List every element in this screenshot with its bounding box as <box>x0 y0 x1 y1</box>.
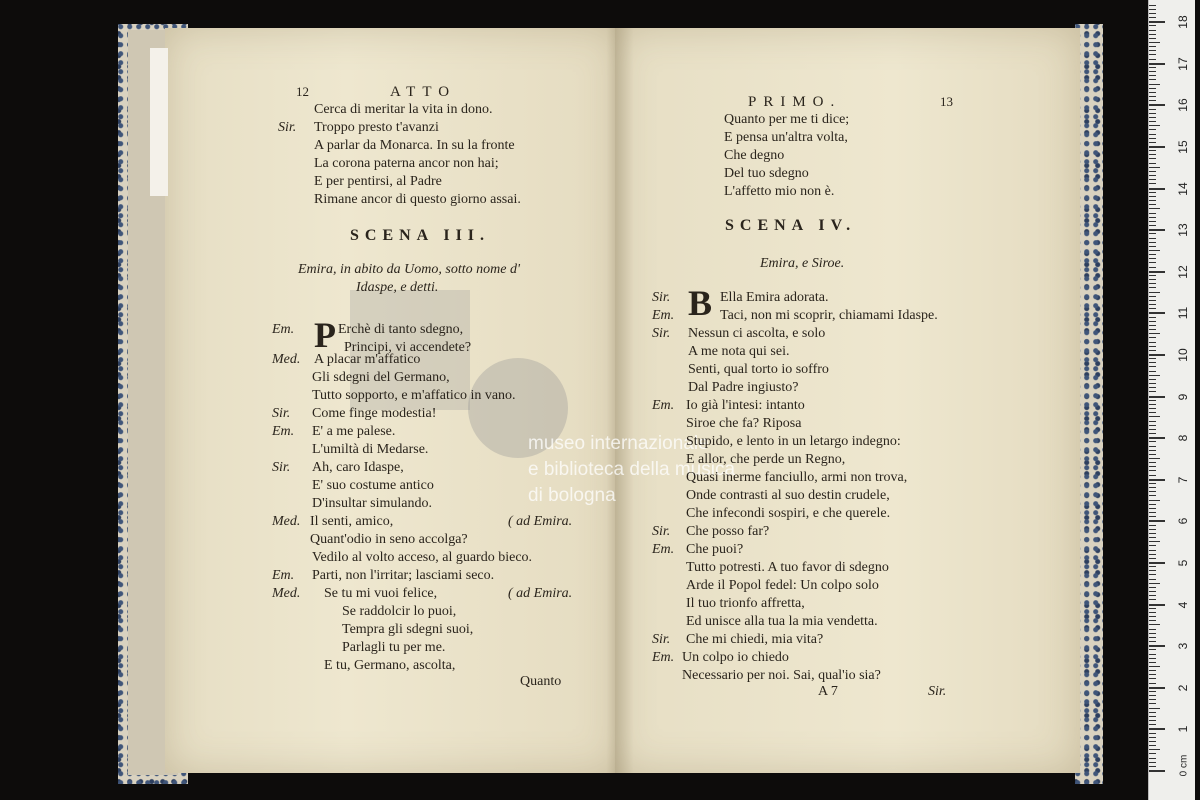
ruler-tick <box>1149 649 1156 650</box>
right-running-head: PRIMO. <box>748 94 842 110</box>
ruler-tick <box>1149 175 1156 176</box>
ruler-tick <box>1149 708 1160 709</box>
verse-line: Che puoi? <box>686 542 744 557</box>
ruler-tick <box>1149 550 1156 551</box>
verse-line: Che posso far? <box>686 524 770 539</box>
ruler-tick <box>1149 583 1160 584</box>
signature-mark: A 7 <box>818 684 838 699</box>
ruler-tick <box>1149 366 1156 367</box>
ruler-tick <box>1149 17 1156 18</box>
speaker-label: Med. <box>272 514 301 529</box>
ruler-tick <box>1149 267 1156 268</box>
ruler-tick <box>1149 645 1165 647</box>
ruler-tick <box>1149 63 1165 65</box>
ruler-tick <box>1149 433 1156 434</box>
ruler-tick <box>1149 321 1156 322</box>
ruler-tick <box>1149 379 1156 380</box>
ruler-tick <box>1149 612 1156 613</box>
verse-line: Onde contrasti al suo destin crudele, <box>686 488 890 503</box>
ruler-tick <box>1149 762 1156 763</box>
right-page-number: 13 <box>940 94 953 109</box>
speaker-label: Sir. <box>272 406 291 421</box>
ruler-tick <box>1149 192 1156 193</box>
ruler-number: 4 <box>1176 601 1190 608</box>
ruler-tick <box>1149 616 1156 617</box>
ruler-tick <box>1149 208 1160 209</box>
ruler-tick <box>1149 720 1156 721</box>
verse-line: Parlagli tu per me. <box>342 640 446 655</box>
ruler-tick <box>1149 246 1156 247</box>
speaker-label: Sir. <box>652 524 671 539</box>
ruler-tick <box>1149 275 1156 276</box>
ruler-tick <box>1149 312 1165 314</box>
speaker-label: Em. <box>652 398 675 413</box>
verse-line: Che mi chiedi, mia vita? <box>686 632 824 647</box>
ruler-tick <box>1149 46 1156 47</box>
ruler-tick <box>1149 317 1156 318</box>
ruler-tick <box>1149 724 1156 725</box>
ruler-tick <box>1149 391 1156 392</box>
ruler-tick <box>1149 134 1156 135</box>
ruler-tick <box>1149 183 1156 184</box>
verse-line: A parlar da Monarca. In su la fronte <box>314 138 515 153</box>
ruler-tick <box>1149 562 1165 564</box>
verse-line: E' a me palese. <box>312 424 396 439</box>
ruler-tick <box>1149 271 1165 273</box>
ruler-tick <box>1149 279 1156 280</box>
verse-line: E per pentirsi, al Padre <box>314 174 442 189</box>
speaker-label: Med. <box>272 352 301 367</box>
ruler-tick <box>1149 358 1156 359</box>
verse-line: E' suo costume antico <box>312 478 434 493</box>
ruler-tick <box>1149 396 1165 398</box>
ruler-tick <box>1149 624 1160 625</box>
ruler-tick <box>1149 171 1156 172</box>
speaker-label: Em. <box>652 542 675 557</box>
ruler-tick <box>1149 96 1156 97</box>
ruler-tick <box>1149 242 1156 243</box>
verse-line: Come finge modestia! <box>312 406 437 421</box>
ruler-tick <box>1149 404 1156 405</box>
ruler-tick <box>1149 342 1156 343</box>
ruler-tick <box>1149 674 1156 675</box>
ruler-tick <box>1149 728 1165 730</box>
verse-line: Vedilo al volto acceso, al guardo bieco. <box>312 550 533 565</box>
speaker-label: Med. <box>272 586 301 601</box>
ruler-number: 16 <box>1176 98 1190 113</box>
verse-line: Nessun ci ascolta, e solo <box>688 326 826 341</box>
verse-line: Tempra gli sdegni suoi, <box>342 622 474 637</box>
left-running-head: ATTO <box>390 84 457 100</box>
ruler-number: 1 <box>1176 726 1190 733</box>
ruler-tick <box>1149 213 1156 214</box>
drop-capital: B <box>688 283 713 323</box>
ruler-tick <box>1149 416 1160 417</box>
ruler-tick <box>1149 125 1160 126</box>
ruler-tick <box>1149 221 1156 222</box>
paper-tab <box>150 48 168 196</box>
ruler-tick <box>1149 599 1156 600</box>
verse-line: Quanto per me ti dice; <box>724 112 850 127</box>
ruler-tick <box>1149 287 1156 288</box>
verse-line: E tu, Germano, ascolta, <box>324 658 456 673</box>
ruler-tick <box>1149 71 1156 72</box>
ruler-tick <box>1149 200 1156 201</box>
ruler-number: 9 <box>1176 393 1190 400</box>
verse-line: Erchè di tanto sdegno, <box>338 322 464 337</box>
ruler-number: 5 <box>1176 559 1190 567</box>
speaker-label: Sir. <box>278 120 297 135</box>
verse-line: Un colpo io chiedo <box>682 650 789 665</box>
ruler-number: 15 <box>1176 140 1190 154</box>
verse-line: Che degno <box>724 148 785 163</box>
ruler-tick <box>1149 487 1156 488</box>
verse-line: Tutto potresti. A tuo favor di sdegno <box>686 560 889 575</box>
ruler-tick <box>1149 591 1156 592</box>
ruler-tick <box>1149 446 1156 447</box>
ruler-tick <box>1149 508 1156 509</box>
verse-line: Necessario per noi. Sai, qual'io sia? <box>682 668 881 683</box>
speaker-label: Em. <box>272 424 295 439</box>
ruler-tick <box>1149 678 1156 679</box>
ruler-tick <box>1149 699 1156 700</box>
ruler-tick <box>1149 308 1156 309</box>
ruler-tick <box>1149 450 1156 451</box>
ruler-tick <box>1149 504 1156 505</box>
verse-line: Se raddolcir lo puoi, <box>342 604 457 619</box>
ruler-tick <box>1149 695 1156 696</box>
ruler-tick <box>1149 92 1156 93</box>
ruler-tick <box>1149 337 1156 338</box>
ruler-tick <box>1149 104 1165 106</box>
ruler-tick <box>1149 770 1165 772</box>
ruler-tick <box>1149 100 1156 101</box>
ruler-tick <box>1149 620 1156 621</box>
ruler-tick <box>1149 425 1156 426</box>
ruler-tick <box>1149 495 1156 496</box>
ruler-tick <box>1149 749 1160 750</box>
ruler-tick <box>1149 491 1156 492</box>
ruler-number: 3 <box>1176 642 1190 650</box>
verse-line: A me nota qui sei. <box>688 344 790 359</box>
ruler-tick <box>1149 296 1156 297</box>
ruler-tick <box>1149 458 1160 459</box>
ruler-tick <box>1149 121 1156 122</box>
ruler-tick <box>1149 109 1156 110</box>
ruler-tick <box>1149 637 1156 638</box>
verse-line: L'umiltà di Medarse. <box>312 442 429 457</box>
verse-line: Arde il Popol fedel: Un colpo solo <box>686 578 879 593</box>
stage-direction-left-1: Emira, in abito da Uomo, sotto nome d' <box>298 262 520 277</box>
ruler-number: 17 <box>1176 57 1190 71</box>
ruler-tick <box>1149 421 1156 422</box>
ruler-tick <box>1149 30 1156 31</box>
ruler-tick <box>1149 587 1156 588</box>
verse-line: Ed unisce alla tua la mia vendetta. <box>686 614 878 629</box>
speaker-label: Sir. <box>652 326 671 341</box>
verse-line: Quasi inerme fanciullo, armi non trova, <box>686 470 908 485</box>
verse-line: Troppo presto t'avanzi <box>314 120 439 135</box>
ruler-tick <box>1149 329 1156 330</box>
ruler-tick <box>1149 129 1156 130</box>
ruler-tick <box>1149 54 1156 55</box>
ruler-tick <box>1149 670 1156 671</box>
verse-line: Se tu mi vuoi felice, <box>324 586 438 601</box>
ruler-tick <box>1149 500 1160 501</box>
ruler-tick <box>1149 34 1156 35</box>
ruler-tick <box>1149 516 1156 517</box>
ruler-tick <box>1149 154 1156 155</box>
ruler-tick <box>1149 604 1165 606</box>
ruler-tick <box>1149 371 1156 372</box>
ruler-number: 7 <box>1176 476 1190 484</box>
ruler-tick <box>1149 512 1156 513</box>
verse-line: Rimane ancor di questo giorno assai. <box>314 192 521 207</box>
stage-direction-left-2: Idaspe, e detti. <box>356 280 439 295</box>
ruler-tick <box>1149 250 1160 251</box>
ruler-number: 6 <box>1176 518 1190 525</box>
ruler-tick <box>1149 188 1165 190</box>
ruler-tick <box>1149 629 1156 630</box>
ruler-number: 13 <box>1176 223 1190 237</box>
ruler-tick <box>1149 354 1165 356</box>
ruler-tick <box>1149 408 1156 409</box>
ruler-tick <box>1149 383 1156 384</box>
ruler-tick <box>1149 566 1156 567</box>
speaker-label: Em. <box>652 308 675 323</box>
ruler-tick <box>1149 258 1156 259</box>
ruler-tick <box>1149 737 1156 738</box>
speaker-label: Em. <box>652 650 675 665</box>
verse-line: D'insultar simulando. <box>312 496 432 511</box>
verse-line: Del tuo sdegno <box>724 166 809 181</box>
ruler-tick <box>1149 146 1165 148</box>
verse-line: Principi, vi accendete? <box>344 340 472 355</box>
ruler-tick <box>1149 13 1156 14</box>
ruler-number: 14 <box>1176 181 1190 196</box>
ruler-tick <box>1149 470 1156 471</box>
ruler-tick <box>1149 483 1156 484</box>
ruler-tick <box>1149 633 1156 634</box>
verse-line: Ella Emira adorata. <box>720 290 829 305</box>
ruler-tick <box>1149 462 1156 463</box>
ruler-tick <box>1149 753 1156 754</box>
ruler-tick <box>1149 437 1165 439</box>
verse-line: Senti, qual torto io soffro <box>688 362 829 377</box>
ruler-tick <box>1149 362 1156 363</box>
ruler-tick <box>1149 703 1156 704</box>
ruler-tick <box>1149 537 1156 538</box>
ruler-tick <box>1149 412 1156 413</box>
verse-line: Dal Padre ingiusto? <box>688 380 799 395</box>
ruler-tick <box>1149 262 1156 263</box>
ruler-tick <box>1149 25 1156 26</box>
ruler-tick <box>1149 325 1156 326</box>
ruler-tick <box>1149 387 1156 388</box>
left-page-number: 12 <box>296 84 309 99</box>
ruler-tick <box>1149 666 1160 667</box>
ruler-tick <box>1149 741 1156 742</box>
aside-direction: ( ad Emira. <box>508 586 573 601</box>
ruler-tick <box>1149 662 1156 663</box>
ruler-tick <box>1149 375 1160 376</box>
ruler-unit-label: 0 cm <box>1178 754 1190 777</box>
ruler-tick <box>1149 683 1156 684</box>
ruler-tick <box>1149 292 1160 293</box>
stage-direction-right: Emira, e Siroe. <box>760 256 845 271</box>
ruler-tick <box>1149 254 1156 255</box>
ruler-tick <box>1149 50 1156 51</box>
scena-title-left: SCENA III. <box>350 227 491 244</box>
catchword-left: Quanto <box>520 674 562 689</box>
ruler-tick <box>1149 196 1156 197</box>
ruler-tick <box>1149 113 1156 114</box>
speaker-label: Em. <box>272 568 295 583</box>
ruler-tick <box>1149 142 1156 143</box>
ruler-tick <box>1149 59 1156 60</box>
verse-line: A placar m'affatico <box>314 352 421 367</box>
drop-capital: P <box>314 315 336 355</box>
ruler-tick <box>1149 533 1156 534</box>
ruler-tick <box>1149 158 1156 159</box>
speaker-label: Sir. <box>652 290 671 305</box>
ruler-tick <box>1149 570 1156 571</box>
ruler-tick <box>1149 217 1156 218</box>
ruler-tick <box>1149 479 1165 481</box>
speaker-label: Em. <box>272 322 295 337</box>
ruler-tick <box>1149 574 1156 575</box>
ruler-tick <box>1149 79 1156 80</box>
ruler-tick <box>1149 84 1160 85</box>
ruler-tick <box>1149 595 1156 596</box>
ruler-tick <box>1149 541 1160 542</box>
ruler-number: 18 <box>1176 15 1190 29</box>
ruler-tick <box>1149 400 1156 401</box>
ruler-tick <box>1149 608 1156 609</box>
ruler-tick <box>1149 300 1156 301</box>
ruler-tick <box>1149 88 1156 89</box>
verse-line: Stupido, e lento in un letargo indegno: <box>686 434 901 449</box>
verse-line: Gli sdegni del Germano, <box>312 370 450 385</box>
ruler-tick <box>1149 429 1156 430</box>
watermark-line-3: di bologna <box>528 485 616 506</box>
ruler-tick <box>1149 9 1156 10</box>
verse-line: E allor, che perde un Regno, <box>686 452 846 467</box>
verse-line: Che infecondi sospiri, e che querele. <box>686 506 891 521</box>
ruler-tick <box>1149 554 1156 555</box>
ruler-number: 10 <box>1176 348 1190 362</box>
ruler-tick <box>1149 283 1156 284</box>
ruler-tick <box>1149 346 1156 347</box>
verse-line: Taci, non mi scoprir, chiamami Idaspe. <box>720 308 938 323</box>
ruler-tick <box>1149 716 1156 717</box>
ruler-tick <box>1149 712 1156 713</box>
ruler-tick <box>1149 641 1156 642</box>
aside-direction: ( ad Emira. <box>508 514 573 529</box>
verse-line: L'affetto mio non è. <box>724 184 835 199</box>
ruler-tick <box>1149 304 1156 305</box>
ruler-tick <box>1149 350 1156 351</box>
verse-line: Io già l'intesi: intanto <box>686 398 805 413</box>
ruler-tick <box>1149 42 1160 43</box>
verse-line: Tutto sopporto, e m'affatico in vano. <box>312 388 516 403</box>
ruler-tick <box>1149 733 1156 734</box>
measurement-ruler <box>1148 0 1195 800</box>
ruler-tick <box>1149 117 1156 118</box>
ruler-tick <box>1149 520 1165 522</box>
ruler-tick <box>1149 179 1156 180</box>
ruler-tick <box>1149 766 1156 767</box>
ruler-tick <box>1149 21 1165 23</box>
ruler-tick <box>1149 691 1156 692</box>
speaker-label: Sir. <box>652 632 671 647</box>
ruler-tick <box>1149 558 1156 559</box>
verse-line: Il tuo trionfo affretta, <box>686 596 805 611</box>
ruler-tick <box>1149 333 1160 334</box>
ruler-tick <box>1149 454 1156 455</box>
ruler-tick <box>1149 138 1156 139</box>
ruler-tick <box>1149 545 1156 546</box>
ruler-tick <box>1149 67 1156 68</box>
verse-line: Cerca di meritar la vita in dono. <box>314 102 493 117</box>
verse-line: Il senti, amico, <box>310 514 394 529</box>
verse-line: Quant'odio in seno accolga? <box>310 532 468 547</box>
ruler-tick <box>1149 75 1156 76</box>
ruler-tick <box>1149 233 1156 234</box>
ruler-tick <box>1149 687 1165 689</box>
catchword-right: Sir. <box>928 684 947 699</box>
ruler-tick <box>1149 204 1156 205</box>
ruler-tick <box>1149 758 1156 759</box>
ruler-tick <box>1149 579 1156 580</box>
ruler-tick <box>1149 745 1156 746</box>
ruler-tick <box>1149 466 1156 467</box>
ruler-tick <box>1149 658 1156 659</box>
ruler-tick <box>1149 229 1165 231</box>
scena-title-right: SCENA IV. <box>725 217 857 234</box>
watermark-line-2: e biblioteca della musica <box>528 459 736 480</box>
verse-line: Siroe che fa? Riposa <box>686 416 802 431</box>
verse-line: La corona paterna ancor non hai; <box>314 156 499 171</box>
ruler-tick <box>1149 150 1156 151</box>
ruler-tick <box>1149 441 1156 442</box>
verse-line: Parti, non l'irritar; lasciami seco. <box>312 568 495 583</box>
ruler-tick <box>1149 167 1160 168</box>
verse-line: Ah, caro Idaspe, <box>312 460 404 475</box>
ruler-tick <box>1149 38 1156 39</box>
ruler-tick <box>1149 475 1156 476</box>
ruler-number: 2 <box>1176 684 1190 692</box>
ruler-tick <box>1149 238 1156 239</box>
watermark-line-1: museo internazionale <box>528 433 709 454</box>
ruler-number: 12 <box>1176 265 1190 279</box>
ruler-tick <box>1149 529 1156 530</box>
ruler-tick <box>1149 163 1156 164</box>
verse-line: E pensa un'altra volta, <box>724 130 848 145</box>
ruler-number: 8 <box>1176 434 1190 442</box>
speaker-label: Sir. <box>272 460 291 475</box>
ruler-tick <box>1149 525 1156 526</box>
ruler-tick <box>1149 225 1156 226</box>
ruler-tick <box>1149 5 1156 6</box>
ruler-number: 11 <box>1176 307 1190 320</box>
ruler-tick <box>1149 654 1156 655</box>
